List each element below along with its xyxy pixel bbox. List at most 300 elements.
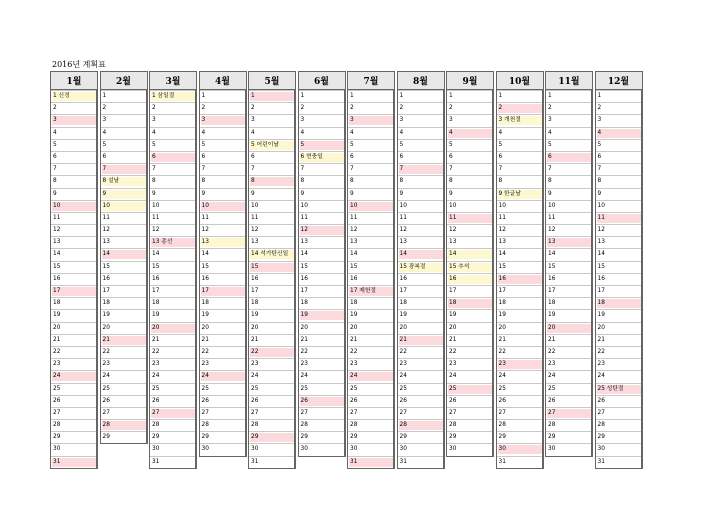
month-column [545,71,593,457]
day-label: 29 [152,434,160,441]
month-column [199,71,247,457]
day-cell [497,334,542,346]
day-label: 3 [152,117,156,124]
day-cell [299,224,344,236]
day-cell [299,334,344,346]
day-cell [200,370,245,382]
day-label: 22 [300,348,308,355]
day-label: 31 [52,458,96,467]
day-label: 4 [350,129,354,136]
day-cell [101,90,146,102]
day-label: 30 [597,446,605,453]
day-label: 20 [102,324,110,331]
day-cell [299,322,344,334]
day-cell [596,419,641,431]
day-cell [447,139,492,151]
day-cell [497,188,542,200]
day-label: 19 [251,312,259,319]
day-cell [249,334,294,346]
day-cell [101,212,146,224]
day-label: 7 [449,166,453,173]
day-label: 23 [300,361,308,368]
day-label: 10 [201,202,245,211]
day-cell [546,224,591,236]
month-header: 12월 [595,71,643,90]
day-label: 31 [498,458,506,465]
day-label: 18 [251,300,259,307]
day-cell [150,236,195,248]
day-cell [150,90,195,102]
day-label: 12 [300,226,344,235]
day-label: 21 [399,336,443,345]
day-cell [596,248,641,260]
day-cell [497,114,542,126]
day-label: 13 [597,239,605,246]
day-cell [348,322,393,334]
day-label: 27 [102,409,110,416]
day-cell [249,188,294,200]
day-label: 9 [597,190,602,197]
day-cell [51,370,96,382]
page-title: 2016년 계획표 [52,60,106,69]
day-cell [101,188,146,200]
day-cell [546,248,591,260]
day-label: 25 [300,385,308,392]
day-list [248,90,296,469]
day-cell [546,443,591,455]
day-cell [447,261,492,273]
day-cell [398,395,443,407]
day-label: 12 [597,227,605,234]
day-cell [249,383,294,395]
day-label: 8 [548,178,552,185]
day-label: 27 [597,409,605,416]
day-list [397,90,445,469]
month-column [100,71,148,444]
day-cell [398,285,443,297]
day-cell [101,151,146,163]
day-cell [348,370,393,382]
day-label: 23 [53,361,61,368]
day-cell [546,139,591,151]
day-label: 22 [152,348,160,355]
month-header: 4월 [199,71,247,90]
day-cell [497,297,542,309]
day-label: 2 [449,105,453,112]
day-cell [447,163,492,175]
day-label: 18 [300,300,308,307]
day-cell [51,212,96,224]
day-label: 8 [201,178,206,185]
day-label: 24 [102,373,110,380]
day-cell [497,358,542,370]
day-cell [348,261,393,273]
day-label: 19 [300,311,344,320]
day-label: 11 [350,214,358,221]
day-cell [150,334,195,346]
day-cell [348,346,393,358]
day-cell [249,370,294,382]
day-label: 11 [548,214,556,221]
day-cell [596,261,641,273]
day-label: 6 [251,153,255,160]
day-label: 22 [201,348,209,355]
day-label: 23 [102,361,110,368]
day-label: 16 [251,275,259,282]
day-cell [51,334,96,346]
day-cell [150,273,195,285]
day-label: 3 [597,117,602,124]
day-cell [398,297,443,309]
day-cell [546,419,591,431]
day-label: 8 [597,178,602,185]
day-label: 23 [201,361,209,368]
day-cell [398,200,443,212]
day-cell [447,322,492,334]
day-cell [447,407,492,419]
day-cell [299,127,344,139]
day-label: 30 [152,446,160,453]
day-cell [51,273,96,285]
day-cell [497,346,542,358]
month-column [248,71,296,469]
day-cell [200,358,245,370]
day-cell [51,297,96,309]
day-label: 7 [201,166,206,173]
day-label: 28 [498,422,506,429]
day-cell [101,114,146,126]
day-cell [348,114,393,126]
day-cell [398,139,443,151]
day-cell [249,212,294,224]
day-label: 9 [449,190,453,197]
day-list [496,90,544,469]
day-cell [200,151,245,163]
day-label: 6 [102,153,107,160]
day-label: 14 석가탄신일 [250,250,294,259]
day-cell [200,261,245,273]
day-label: 20 [597,324,605,331]
day-cell [348,224,393,236]
day-label: 4 [152,129,156,136]
day-cell [398,407,443,419]
day-cell [101,200,146,212]
day-cell [150,200,195,212]
day-label: 8 [399,178,404,185]
day-cell [249,322,294,334]
day-cell [249,309,294,321]
day-label: 31 [399,458,407,465]
day-label: 15 [300,263,308,270]
day-label: 16 [300,275,308,282]
day-label: 25 [152,385,160,392]
day-cell [546,151,591,163]
day-cell [249,407,294,419]
month-header: 7월 [347,71,395,90]
day-cell [497,419,542,431]
day-label: 23 [449,361,457,368]
day-cell [398,322,443,334]
day-label: 15 추석 [448,263,492,272]
day-label: 24 [201,372,245,381]
day-label: 10 [399,202,407,209]
day-label: 25 성탄절 [597,385,641,394]
day-label: 27 [201,409,209,416]
day-label: 21 [152,336,160,343]
day-cell [299,358,344,370]
day-label: 14 [201,251,209,258]
day-label: 17 [251,288,259,294]
day-cell [398,383,443,395]
day-cell [299,175,344,187]
day-cell [546,261,591,273]
day-label: 2 [548,105,552,112]
day-cell [497,273,542,285]
day-cell [546,273,591,285]
day-cell [596,224,641,236]
day-cell [249,200,294,212]
day-cell [596,383,641,395]
day-label: 26 [300,397,344,406]
day-label: 4 [498,129,503,136]
day-cell [348,90,393,102]
day-cell [249,285,294,297]
day-label: 29 [449,434,457,441]
day-cell [101,431,146,443]
day-cell [51,407,96,419]
day-label: 25 [102,385,110,392]
day-label: 14 [102,250,146,259]
day-label: 9 [548,190,552,197]
day-label: 3 [102,117,107,124]
day-label: 12 [102,227,110,234]
day-cell [497,163,542,175]
day-cell [150,431,195,443]
day-list [545,90,593,457]
day-label: 12 [548,227,556,234]
day-label: 17 [399,288,407,294]
day-label: 4 [251,129,255,136]
day-label: 23 [152,361,160,368]
day-cell [398,334,443,346]
month-column [397,71,445,469]
day-cell [398,431,443,443]
day-label: 26 [548,397,556,404]
day-label: 20 [151,324,195,333]
day-label: 2 [597,105,602,112]
day-label: 14 [350,251,358,258]
day-cell [200,383,245,395]
day-label: 30 [201,446,209,453]
day-label: 11 [597,214,641,223]
day-cell [249,224,294,236]
day-cell [546,395,591,407]
day-list [199,90,247,457]
day-label: 10 [349,202,393,211]
day-cell [497,236,542,248]
day-cell [150,370,195,382]
day-cell [497,285,542,297]
day-label: 1 삼일절 [151,92,195,101]
day-cell [546,102,591,114]
day-label: 2 [300,105,305,112]
day-cell [51,322,96,334]
day-label: 13 [102,239,110,246]
day-label: 1 [350,93,354,99]
day-cell [249,419,294,431]
day-cell [200,200,245,212]
day-label: 23 [498,360,542,369]
day-label: 7 [350,166,354,173]
day-label: 7 [251,166,255,173]
day-label: 21 [449,336,457,343]
day-cell [596,212,641,224]
day-cell [596,309,641,321]
day-label: 9 [102,190,146,199]
day-cell [249,151,294,163]
day-cell [497,443,542,455]
day-label: 18 [498,300,506,307]
day-cell [200,163,245,175]
day-list [347,90,395,469]
day-label: 7 [152,166,156,173]
day-label: 20 [547,324,591,333]
day-cell [249,431,294,443]
day-cell [200,322,245,334]
day-label: 14 [548,251,556,258]
month-header: 8월 [397,71,445,90]
day-cell [596,346,641,358]
month-header: 9월 [446,71,494,90]
day-label: 16 [201,275,209,282]
day-label: 20 [201,324,209,331]
day-cell [150,285,195,297]
day-cell [150,346,195,358]
day-cell [596,395,641,407]
day-label: 8 설날 [102,177,146,186]
day-cell [150,175,195,187]
day-cell [150,114,195,126]
day-label: 29 [201,434,209,441]
day-label: 22 [498,348,506,355]
day-cell [200,443,245,455]
day-cell [497,212,542,224]
day-cell [398,163,443,175]
day-label: 28 [300,422,308,429]
day-cell [200,139,245,151]
day-label: 18 [548,300,556,307]
day-cell [447,102,492,114]
day-label: 26 [251,397,259,404]
day-cell [546,407,591,419]
day-label: 13 [350,239,358,246]
day-cell [348,236,393,248]
day-cell [596,273,641,285]
day-label: 27 [399,409,407,416]
day-cell [348,456,393,468]
day-cell [398,102,443,114]
day-cell [299,139,344,151]
day-label: 26 [597,397,605,404]
day-label: 24 [548,373,556,380]
day-label: 27 [547,409,591,418]
day-cell [497,151,542,163]
day-cell [51,200,96,212]
day-cell [497,102,542,114]
day-cell [546,212,591,224]
day-cell [51,443,96,455]
day-label: 19 [399,312,407,319]
day-label: 25 [201,385,209,392]
day-label: 18 [201,300,209,307]
day-label: 19 [597,312,605,319]
day-cell [249,102,294,114]
day-cell [596,358,641,370]
day-label: 15 [53,263,61,270]
day-cell [249,358,294,370]
day-cell [51,188,96,200]
day-label: 3 [548,117,552,124]
day-cell [348,175,393,187]
day-label: 11 [201,214,209,221]
day-cell [299,419,344,431]
day-label: 23 [548,361,556,368]
day-label: 14 [597,251,605,258]
day-label: 8 [449,178,453,185]
day-label: 27 [300,409,308,416]
day-label: 25 [53,385,61,392]
day-label: 16 [350,275,358,282]
day-cell [348,248,393,260]
day-cell [249,346,294,358]
day-cell [200,127,245,139]
day-cell [447,236,492,248]
day-label: 17 [52,287,96,296]
day-cell [596,322,641,334]
day-cell [497,456,542,468]
day-label: 6 [498,153,503,160]
day-label: 4 [201,129,206,136]
day-label: 27 [498,409,506,416]
month-column [446,71,494,457]
day-cell [249,175,294,187]
day-cell [546,334,591,346]
day-cell [101,334,146,346]
day-cell [398,419,443,431]
day-label: 9 [300,190,305,197]
day-cell [596,236,641,248]
day-label: 15 [597,263,605,270]
day-label: 9 한글날 [498,190,542,199]
month-column [50,71,98,469]
day-label: 24 [449,373,457,380]
day-label: 23 [251,361,259,368]
day-label: 26 [350,397,358,404]
day-label: 7 [102,165,146,174]
day-label: 25 [350,385,358,392]
day-label: 5 [399,141,404,148]
day-label: 17 [498,288,506,294]
day-cell [299,285,344,297]
day-label: 12 [350,227,358,234]
day-cell [299,383,344,395]
day-cell [200,407,245,419]
day-cell [596,443,641,455]
day-label: 24 [349,372,393,381]
day-label: 13 [547,238,591,247]
day-label: 1 [548,93,552,99]
day-cell [150,163,195,175]
